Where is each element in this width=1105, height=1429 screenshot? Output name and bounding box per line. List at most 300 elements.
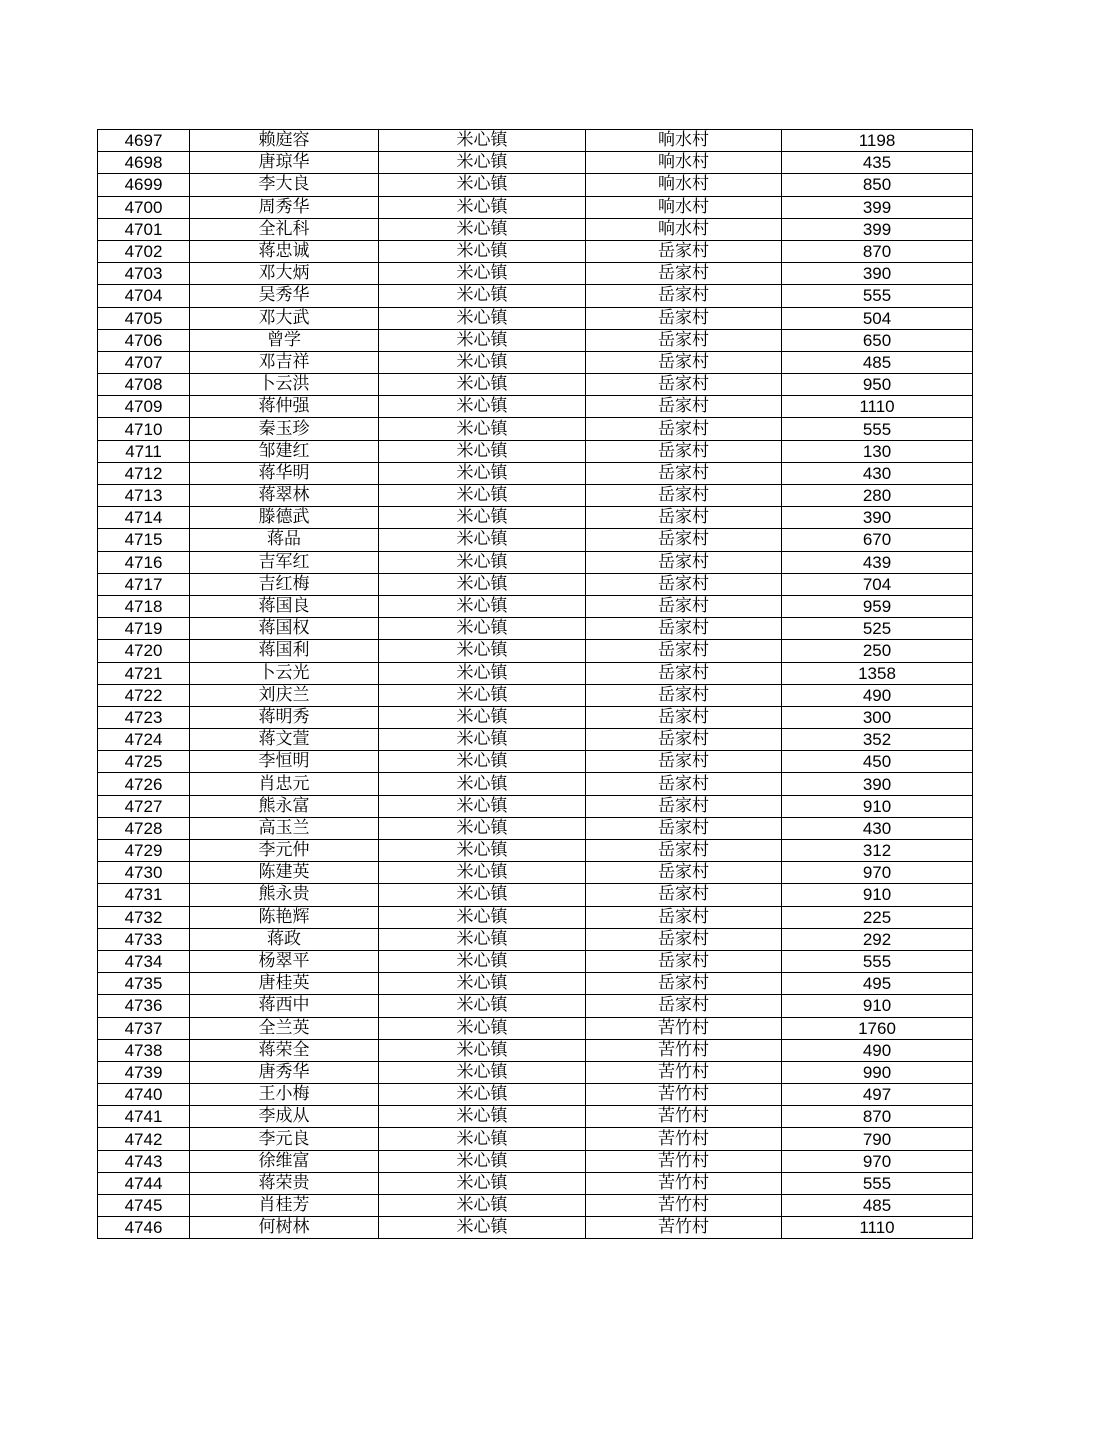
village-cell: 苦竹村 [586, 1017, 782, 1039]
serial-number-cell: 4723 [98, 706, 190, 728]
amount-cell: 1358 [782, 662, 973, 684]
village-cell: 苦竹村 [586, 1061, 782, 1083]
name-cell: 邓大炳 [190, 263, 379, 285]
table-row [98, 551, 973, 573]
amount-cell: 950 [782, 374, 973, 396]
town-cell: 米心镇 [379, 862, 586, 884]
table-row [98, 196, 973, 218]
serial-number-cell: 4707 [98, 351, 190, 373]
amount-cell: 970 [782, 862, 973, 884]
amount-cell: 390 [782, 263, 973, 285]
name-cell: 刘庆兰 [190, 684, 379, 706]
table-row [98, 1195, 973, 1217]
name-cell: 蒋荣全 [190, 1039, 379, 1061]
name-cell: 吉红梅 [190, 573, 379, 595]
serial-number-cell: 4700 [98, 196, 190, 218]
serial-number-cell: 4730 [98, 862, 190, 884]
amount-cell: 504 [782, 307, 973, 329]
table-row [98, 218, 973, 240]
table-row [98, 840, 973, 862]
amount-cell: 399 [782, 196, 973, 218]
village-cell: 岳家村 [586, 640, 782, 662]
amount-cell: 485 [782, 351, 973, 373]
village-cell: 岳家村 [586, 595, 782, 617]
serial-number-cell: 4741 [98, 1106, 190, 1128]
town-cell: 米心镇 [379, 684, 586, 706]
village-cell: 响水村 [586, 130, 782, 152]
village-cell: 岳家村 [586, 263, 782, 285]
table-row [98, 1039, 973, 1061]
village-cell: 岳家村 [586, 573, 782, 595]
town-cell: 米心镇 [379, 440, 586, 462]
table-row [98, 130, 973, 152]
town-cell: 米心镇 [379, 418, 586, 440]
town-cell: 米心镇 [379, 130, 586, 152]
table-row [98, 950, 973, 972]
town-cell: 米心镇 [379, 1061, 586, 1083]
village-cell: 岳家村 [586, 751, 782, 773]
data-table [97, 129, 973, 1239]
amount-cell: 435 [782, 152, 973, 174]
amount-cell: 292 [782, 928, 973, 950]
table-row [98, 751, 973, 773]
amount-cell: 495 [782, 973, 973, 995]
name-cell: 蒋明秀 [190, 706, 379, 728]
town-cell: 米心镇 [379, 773, 586, 795]
town-cell: 米心镇 [379, 795, 586, 817]
amount-cell: 910 [782, 795, 973, 817]
town-cell: 米心镇 [379, 1017, 586, 1039]
name-cell: 蒋国良 [190, 595, 379, 617]
table-row [98, 1217, 973, 1239]
town-cell: 米心镇 [379, 485, 586, 507]
table-row [98, 285, 973, 307]
name-cell: 邓吉祥 [190, 351, 379, 373]
village-cell: 苦竹村 [586, 1172, 782, 1194]
serial-number-cell: 4733 [98, 928, 190, 950]
name-cell: 秦玉珍 [190, 418, 379, 440]
village-cell: 岳家村 [586, 662, 782, 684]
town-cell: 米心镇 [379, 285, 586, 307]
name-cell: 何树林 [190, 1217, 379, 1239]
table-row [98, 396, 973, 418]
table-row [98, 1084, 973, 1106]
village-cell: 岳家村 [586, 950, 782, 972]
village-cell: 岳家村 [586, 684, 782, 706]
amount-cell: 497 [782, 1084, 973, 1106]
amount-cell: 250 [782, 640, 973, 662]
name-cell: 蒋国权 [190, 618, 379, 640]
town-cell: 米心镇 [379, 618, 586, 640]
name-cell: 蒋翠林 [190, 485, 379, 507]
town-cell: 米心镇 [379, 662, 586, 684]
serial-number-cell: 4714 [98, 507, 190, 529]
serial-number-cell: 4736 [98, 995, 190, 1017]
amount-cell: 352 [782, 729, 973, 751]
town-cell: 米心镇 [379, 1172, 586, 1194]
serial-number-cell: 4729 [98, 840, 190, 862]
serial-number-cell: 4717 [98, 573, 190, 595]
table-row [98, 329, 973, 351]
name-cell: 吉军红 [190, 551, 379, 573]
town-cell: 米心镇 [379, 1128, 586, 1150]
serial-number-cell: 4726 [98, 773, 190, 795]
table-row [98, 1106, 973, 1128]
serial-number-cell: 4728 [98, 817, 190, 839]
amount-cell: 430 [782, 462, 973, 484]
serial-number-cell: 4727 [98, 795, 190, 817]
serial-number-cell: 4721 [98, 662, 190, 684]
serial-number-cell: 4710 [98, 418, 190, 440]
village-cell: 岳家村 [586, 795, 782, 817]
amount-cell: 555 [782, 950, 973, 972]
amount-cell: 959 [782, 595, 973, 617]
village-cell: 岳家村 [586, 418, 782, 440]
amount-cell: 555 [782, 418, 973, 440]
town-cell: 米心镇 [379, 374, 586, 396]
name-cell: 李恒明 [190, 751, 379, 773]
town-cell: 米心镇 [379, 240, 586, 262]
serial-number-cell: 4703 [98, 263, 190, 285]
town-cell: 米心镇 [379, 551, 586, 573]
name-cell: 唐桂英 [190, 973, 379, 995]
town-cell: 米心镇 [379, 640, 586, 662]
amount-cell: 1110 [782, 396, 973, 418]
town-cell: 米心镇 [379, 1106, 586, 1128]
serial-number-cell: 4725 [98, 751, 190, 773]
village-cell: 岳家村 [586, 862, 782, 884]
town-cell: 米心镇 [379, 1150, 586, 1172]
village-cell: 岳家村 [586, 618, 782, 640]
amount-cell: 850 [782, 174, 973, 196]
amount-cell: 990 [782, 1061, 973, 1083]
town-cell: 米心镇 [379, 884, 586, 906]
amount-cell: 1760 [782, 1017, 973, 1039]
name-cell: 全兰英 [190, 1017, 379, 1039]
table-row [98, 1150, 973, 1172]
table-row [98, 573, 973, 595]
amount-cell: 790 [782, 1128, 973, 1150]
name-cell: 徐维富 [190, 1150, 379, 1172]
village-cell: 苦竹村 [586, 1106, 782, 1128]
table-row [98, 462, 973, 484]
table-row [98, 906, 973, 928]
table-row [98, 485, 973, 507]
name-cell: 滕德武 [190, 507, 379, 529]
serial-number-cell: 4716 [98, 551, 190, 573]
table-row [98, 307, 973, 329]
serial-number-cell: 4711 [98, 440, 190, 462]
serial-number-cell: 4713 [98, 485, 190, 507]
village-cell: 岳家村 [586, 440, 782, 462]
serial-number-cell: 4704 [98, 285, 190, 307]
name-cell: 李大良 [190, 174, 379, 196]
village-cell: 苦竹村 [586, 1084, 782, 1106]
name-cell: 全礼科 [190, 218, 379, 240]
village-cell: 响水村 [586, 218, 782, 240]
amount-cell: 430 [782, 817, 973, 839]
village-cell: 响水村 [586, 152, 782, 174]
town-cell: 米心镇 [379, 751, 586, 773]
serial-number-cell: 4744 [98, 1172, 190, 1194]
town-cell: 米心镇 [379, 973, 586, 995]
town-cell: 米心镇 [379, 329, 586, 351]
town-cell: 米心镇 [379, 1039, 586, 1061]
serial-number-cell: 4709 [98, 396, 190, 418]
village-cell: 岳家村 [586, 485, 782, 507]
town-cell: 米心镇 [379, 218, 586, 240]
table-row [98, 440, 973, 462]
name-cell: 邹建红 [190, 440, 379, 462]
serial-number-cell: 4720 [98, 640, 190, 662]
serial-number-cell: 4718 [98, 595, 190, 617]
amount-cell: 1198 [782, 130, 973, 152]
name-cell: 李元仲 [190, 840, 379, 862]
serial-number-cell: 4706 [98, 329, 190, 351]
village-cell: 岳家村 [586, 817, 782, 839]
table-row [98, 862, 973, 884]
amount-cell: 670 [782, 529, 973, 551]
village-cell: 岳家村 [586, 507, 782, 529]
name-cell: 蒋华明 [190, 462, 379, 484]
town-cell: 米心镇 [379, 174, 586, 196]
table-row [98, 1017, 973, 1039]
town-cell: 米心镇 [379, 462, 586, 484]
table-row [98, 618, 973, 640]
village-cell: 岳家村 [586, 840, 782, 862]
town-cell: 米心镇 [379, 1217, 586, 1239]
serial-number-cell: 4745 [98, 1195, 190, 1217]
serial-number-cell: 4746 [98, 1217, 190, 1239]
table-row [98, 1128, 973, 1150]
amount-cell: 390 [782, 507, 973, 529]
serial-number-cell: 4738 [98, 1039, 190, 1061]
table-row [98, 418, 973, 440]
amount-cell: 704 [782, 573, 973, 595]
village-cell: 苦竹村 [586, 1217, 782, 1239]
village-cell: 岳家村 [586, 773, 782, 795]
amount-cell: 870 [782, 1106, 973, 1128]
serial-number-cell: 4701 [98, 218, 190, 240]
serial-number-cell: 4722 [98, 684, 190, 706]
amount-cell: 225 [782, 906, 973, 928]
serial-number-cell: 4712 [98, 462, 190, 484]
serial-number-cell: 4732 [98, 906, 190, 928]
town-cell: 米心镇 [379, 529, 586, 551]
town-cell: 米心镇 [379, 1084, 586, 1106]
town-cell: 米心镇 [379, 906, 586, 928]
serial-number-cell: 4702 [98, 240, 190, 262]
name-cell: 熊永富 [190, 795, 379, 817]
town-cell: 米心镇 [379, 706, 586, 728]
serial-number-cell: 4699 [98, 174, 190, 196]
name-cell: 唐琼华 [190, 152, 379, 174]
table-row [98, 729, 973, 751]
serial-number-cell: 4719 [98, 618, 190, 640]
table-row [98, 706, 973, 728]
town-cell: 米心镇 [379, 817, 586, 839]
amount-cell: 490 [782, 1039, 973, 1061]
village-cell: 岳家村 [586, 729, 782, 751]
name-cell: 曾学 [190, 329, 379, 351]
village-cell: 岳家村 [586, 285, 782, 307]
table-row [98, 795, 973, 817]
amount-cell: 300 [782, 706, 973, 728]
table-row [98, 640, 973, 662]
serial-number-cell: 4740 [98, 1084, 190, 1106]
town-cell: 米心镇 [379, 307, 586, 329]
name-cell: 卜云洪 [190, 374, 379, 396]
village-cell: 苦竹村 [586, 1150, 782, 1172]
table-row [98, 1172, 973, 1194]
amount-cell: 490 [782, 684, 973, 706]
name-cell: 蒋仲强 [190, 396, 379, 418]
table-row [98, 928, 973, 950]
table-row [98, 884, 973, 906]
name-cell: 肖忠元 [190, 773, 379, 795]
amount-cell: 280 [782, 485, 973, 507]
village-cell: 岳家村 [586, 240, 782, 262]
name-cell: 卜云光 [190, 662, 379, 684]
amount-cell: 312 [782, 840, 973, 862]
table-row [98, 595, 973, 617]
town-cell: 米心镇 [379, 840, 586, 862]
town-cell: 米心镇 [379, 1195, 586, 1217]
village-cell: 苦竹村 [586, 1128, 782, 1150]
village-cell: 苦竹村 [586, 1039, 782, 1061]
amount-cell: 650 [782, 329, 973, 351]
town-cell: 米心镇 [379, 396, 586, 418]
name-cell: 肖桂芳 [190, 1195, 379, 1217]
town-cell: 米心镇 [379, 729, 586, 751]
village-cell: 岳家村 [586, 396, 782, 418]
serial-number-cell: 4742 [98, 1128, 190, 1150]
amount-cell: 970 [782, 1150, 973, 1172]
amount-cell: 130 [782, 440, 973, 462]
serial-number-cell: 4697 [98, 130, 190, 152]
serial-number-cell: 4705 [98, 307, 190, 329]
table-row [98, 263, 973, 285]
name-cell: 蒋文萱 [190, 729, 379, 751]
serial-number-cell: 4724 [98, 729, 190, 751]
amount-cell: 555 [782, 285, 973, 307]
table-row [98, 773, 973, 795]
town-cell: 米心镇 [379, 152, 586, 174]
amount-cell: 910 [782, 884, 973, 906]
serial-number-cell: 4737 [98, 1017, 190, 1039]
serial-number-cell: 4698 [98, 152, 190, 174]
town-cell: 米心镇 [379, 351, 586, 373]
name-cell: 蒋西中 [190, 995, 379, 1017]
name-cell: 吴秀华 [190, 285, 379, 307]
village-cell: 岳家村 [586, 995, 782, 1017]
amount-cell: 450 [782, 751, 973, 773]
town-cell: 米心镇 [379, 995, 586, 1017]
village-cell: 岳家村 [586, 351, 782, 373]
name-cell: 蒋荣贵 [190, 1172, 379, 1194]
village-cell: 响水村 [586, 196, 782, 218]
table-row [98, 351, 973, 373]
name-cell: 陈建英 [190, 862, 379, 884]
serial-number-cell: 4735 [98, 973, 190, 995]
village-cell: 岳家村 [586, 462, 782, 484]
town-cell: 米心镇 [379, 595, 586, 617]
serial-number-cell: 4734 [98, 950, 190, 972]
village-cell: 岳家村 [586, 884, 782, 906]
name-cell: 蒋忠诚 [190, 240, 379, 262]
name-cell: 蒋政 [190, 928, 379, 950]
amount-cell: 910 [782, 995, 973, 1017]
table-row [98, 684, 973, 706]
amount-cell: 399 [782, 218, 973, 240]
table-row [98, 374, 973, 396]
name-cell: 熊永贵 [190, 884, 379, 906]
village-cell: 岳家村 [586, 906, 782, 928]
name-cell: 李元良 [190, 1128, 379, 1150]
table-row [98, 529, 973, 551]
name-cell: 王小梅 [190, 1084, 379, 1106]
table-row [98, 973, 973, 995]
amount-cell: 485 [782, 1195, 973, 1217]
name-cell: 蒋品 [190, 529, 379, 551]
town-cell: 米心镇 [379, 573, 586, 595]
village-cell: 岳家村 [586, 374, 782, 396]
amount-cell: 390 [782, 773, 973, 795]
town-cell: 米心镇 [379, 950, 586, 972]
table-row [98, 1061, 973, 1083]
serial-number-cell: 4731 [98, 884, 190, 906]
town-cell: 米心镇 [379, 196, 586, 218]
table-row [98, 240, 973, 262]
town-cell: 米心镇 [379, 928, 586, 950]
table-body [98, 130, 973, 1239]
name-cell: 唐秀华 [190, 1061, 379, 1083]
table-row [98, 817, 973, 839]
table-row [98, 507, 973, 529]
village-cell: 岳家村 [586, 928, 782, 950]
table-row [98, 995, 973, 1017]
name-cell: 高玉兰 [190, 817, 379, 839]
amount-cell: 870 [782, 240, 973, 262]
village-cell: 岳家村 [586, 973, 782, 995]
name-cell: 陈艳辉 [190, 906, 379, 928]
serial-number-cell: 4715 [98, 529, 190, 551]
amount-cell: 1110 [782, 1217, 973, 1239]
table-row [98, 662, 973, 684]
name-cell: 周秀华 [190, 196, 379, 218]
village-cell: 苦竹村 [586, 1195, 782, 1217]
village-cell: 响水村 [586, 174, 782, 196]
name-cell: 邓大武 [190, 307, 379, 329]
village-cell: 岳家村 [586, 706, 782, 728]
name-cell: 赖庭容 [190, 130, 379, 152]
town-cell: 米心镇 [379, 263, 586, 285]
table-row [98, 174, 973, 196]
name-cell: 李成从 [190, 1106, 379, 1128]
village-cell: 岳家村 [586, 551, 782, 573]
village-cell: 岳家村 [586, 529, 782, 551]
amount-cell: 525 [782, 618, 973, 640]
serial-number-cell: 4708 [98, 374, 190, 396]
town-cell: 米心镇 [379, 507, 586, 529]
name-cell: 蒋国利 [190, 640, 379, 662]
serial-number-cell: 4743 [98, 1150, 190, 1172]
amount-cell: 439 [782, 551, 973, 573]
name-cell: 杨翠平 [190, 950, 379, 972]
table-row [98, 152, 973, 174]
village-cell: 岳家村 [586, 329, 782, 351]
village-cell: 岳家村 [586, 307, 782, 329]
